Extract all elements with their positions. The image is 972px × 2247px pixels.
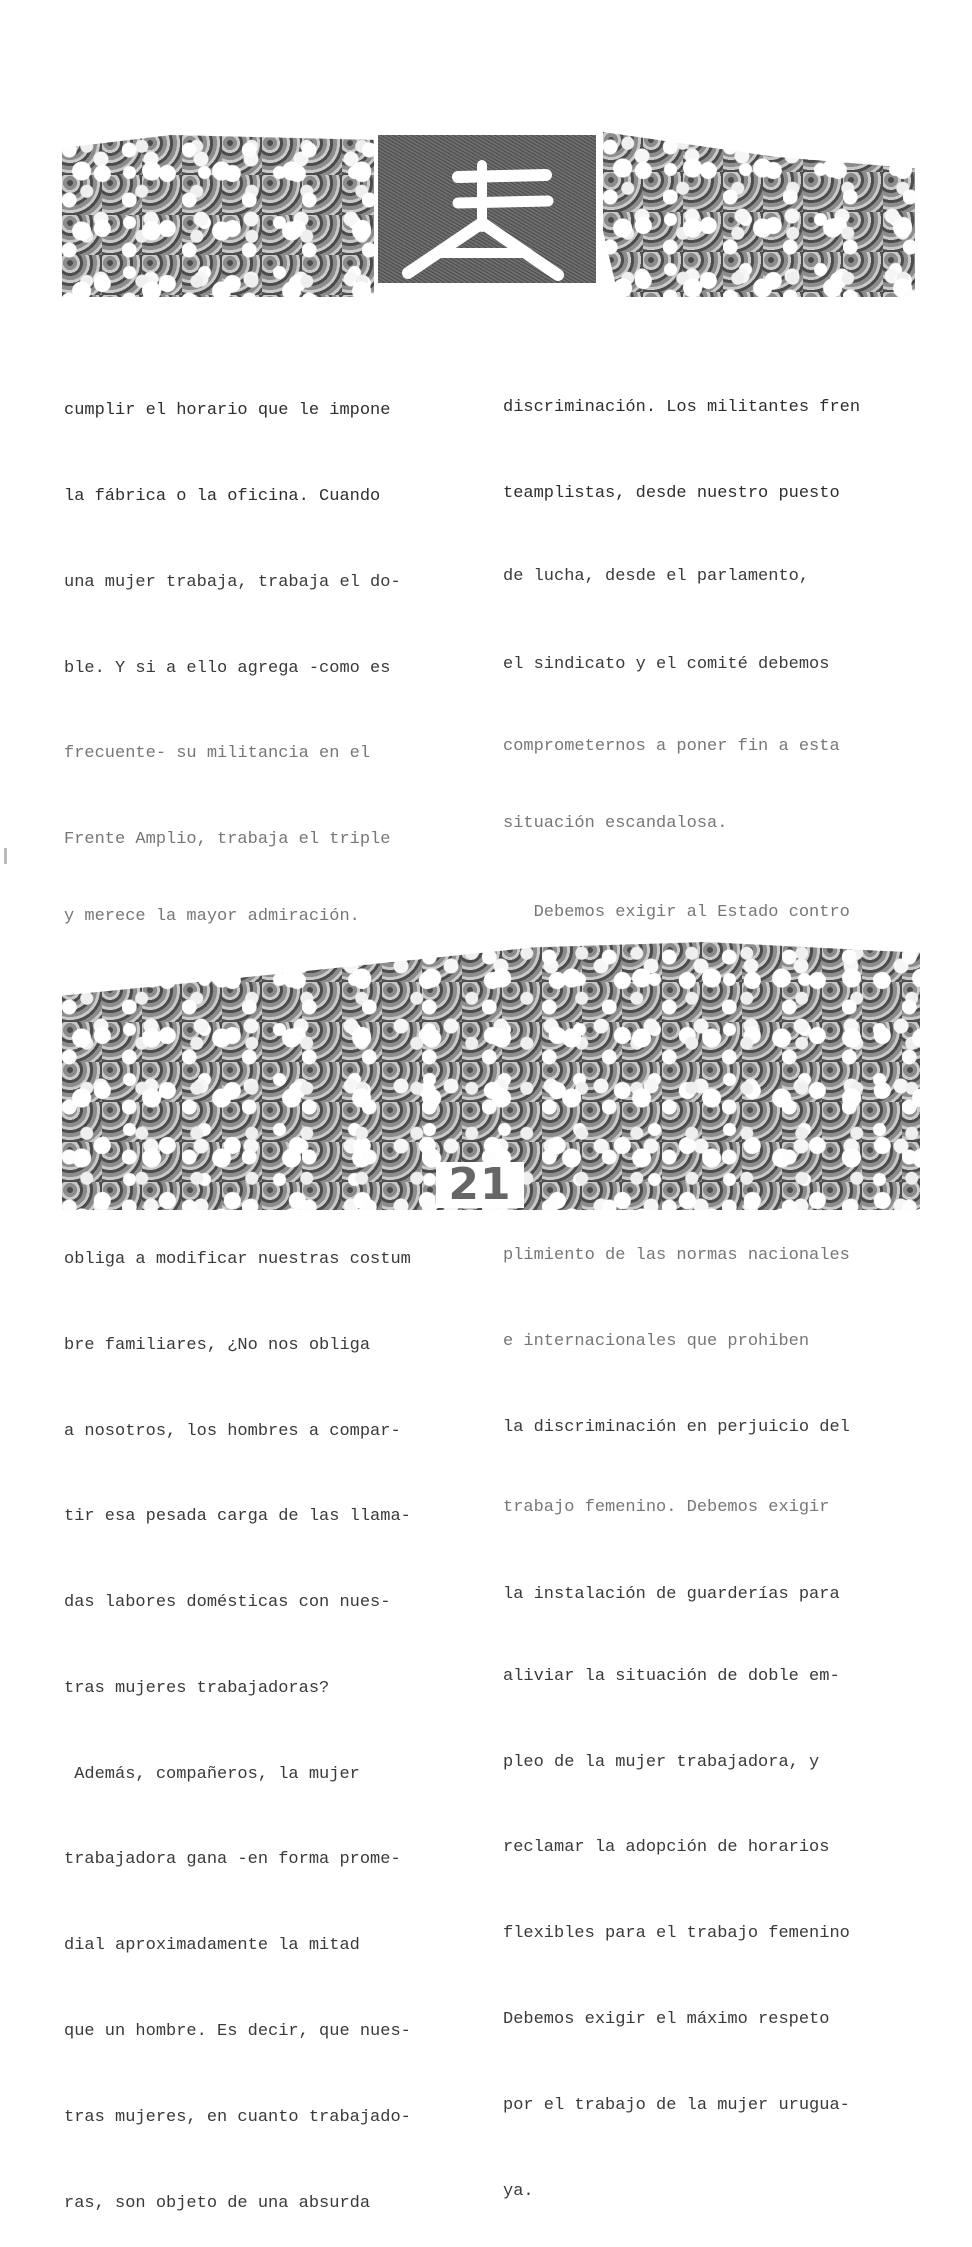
text-line: situación escandalosa. bbox=[503, 814, 728, 834]
text-line: que un hombre. Es decir, que nues- bbox=[64, 2022, 411, 2042]
text-line: ya. bbox=[503, 2181, 534, 2201]
text-line: una mujer trabaja, trabaja el do- bbox=[64, 572, 401, 592]
text-line: bre familiares, ¿No nos obliga bbox=[64, 1335, 371, 1355]
left-text-column bbox=[64, 340, 476, 2247]
fa-logo-icon bbox=[378, 135, 596, 283]
text-line: la discriminación en perjuicio del bbox=[503, 1417, 850, 1437]
text-line: comprometernos a poner fin a esta bbox=[503, 737, 840, 757]
text-line: por el trabajo de la mujer urugua- bbox=[503, 2095, 850, 2115]
text-line: y merece la mayor admiración. bbox=[64, 906, 360, 926]
text-line: el sindicato y el comité debemos bbox=[503, 654, 830, 674]
text-line: la fábrica o la oficina. Cuando bbox=[64, 486, 381, 506]
right-text-column bbox=[503, 337, 915, 2235]
scan-artifact bbox=[4, 848, 7, 864]
text-line: frecuente- su militancia en el bbox=[64, 744, 371, 764]
text-line: tir esa pesada carga de las llama- bbox=[64, 1507, 411, 1527]
text-line: Además, compañeros, la mujer bbox=[64, 1764, 360, 1784]
page-number: 21 bbox=[436, 1162, 524, 1208]
crowd-photo-top-left bbox=[62, 135, 374, 297]
text-line: discriminación. Los militantes fren bbox=[503, 398, 861, 418]
frente-amplio-logo bbox=[378, 135, 596, 283]
text-line: e internacionales que prohiben bbox=[503, 1331, 810, 1351]
text-line: teamplistas, desde nuestro puesto bbox=[503, 483, 840, 503]
text-line: Frente Amplio, trabaja el triple bbox=[64, 830, 391, 850]
text-line: la instalación de guarderías para bbox=[503, 1585, 840, 1605]
text-line: Debemos exigir el máximo respeto bbox=[503, 2010, 830, 2030]
text-line: trabajo femenino. Debemos exigir bbox=[503, 1498, 830, 1518]
text-line: das labores domésticas con nues- bbox=[64, 1593, 391, 1613]
text-line: de lucha, desde el parlamento, bbox=[503, 566, 810, 586]
text-line: tras mujeres, en cuanto trabajado- bbox=[64, 2107, 411, 2127]
text-line: flexibles para el trabajo femenino bbox=[503, 1924, 850, 1944]
text-line: a nosotros, los hombres a compar- bbox=[64, 1421, 401, 1441]
text-line: pleo de la mujer trabajadora, y bbox=[503, 1752, 820, 1772]
text-line: aliviar la situación de doble em- bbox=[503, 1666, 840, 1686]
crowd-photo-top-right bbox=[603, 132, 915, 297]
text-line: ras, son objeto de una absurda bbox=[64, 2193, 371, 2213]
text-line: plimiento de las normas nacionales bbox=[503, 1246, 850, 1265]
text-line: tras mujeres trabajadoras? bbox=[64, 1678, 330, 1698]
text-line: trabajadora gana -en forma prome- bbox=[64, 1850, 401, 1870]
text-line: cumplir el horario que le impone bbox=[64, 401, 391, 421]
text-line: reclamar la adopción de horarios bbox=[503, 1838, 830, 1858]
text-line: dial aproximadamente la mitad bbox=[64, 1936, 360, 1956]
text-line: Debemos exigir al Estado contro bbox=[503, 902, 850, 922]
text-line: ble. Y si a ello agrega -como es bbox=[64, 658, 391, 678]
text-line: obliga a modificar nuestras costum bbox=[64, 1250, 411, 1269]
